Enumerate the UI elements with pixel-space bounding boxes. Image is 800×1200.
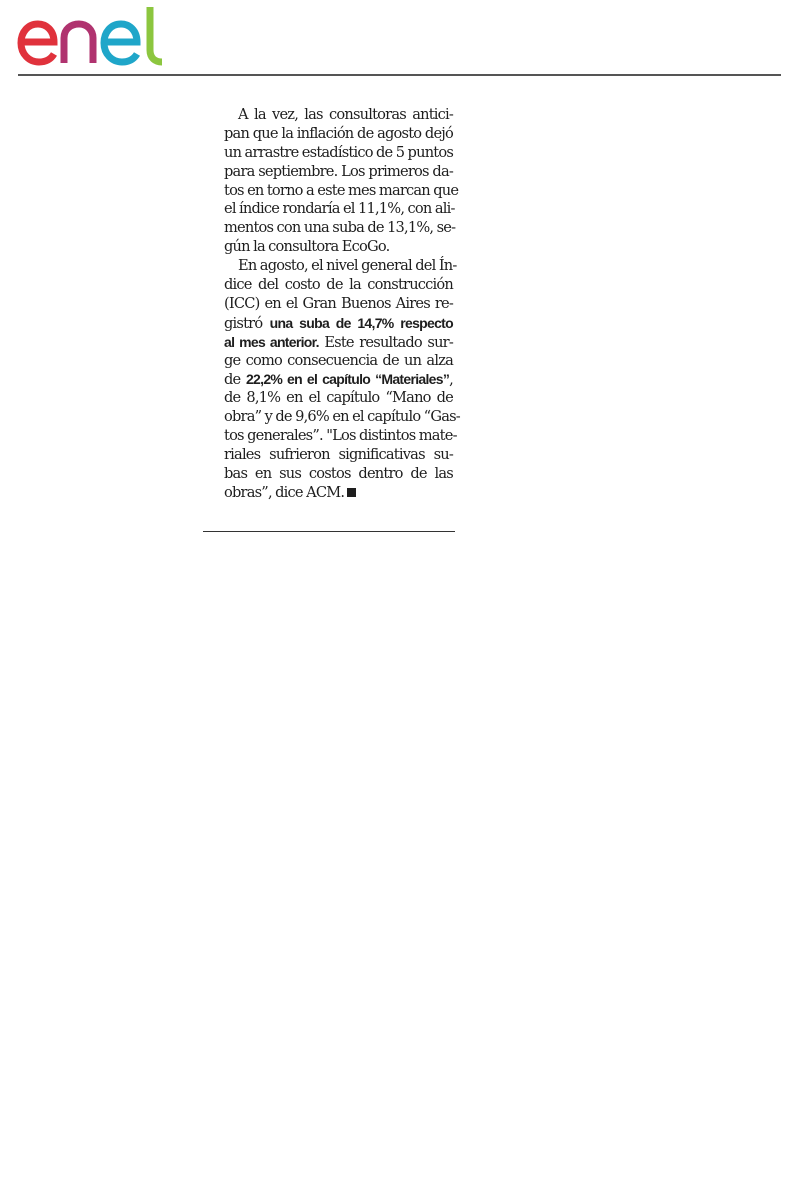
article-line: bas en sus costos dentro de las bbox=[224, 464, 453, 482]
article-line-mixed bbox=[224, 333, 453, 352]
enel-logo bbox=[16, 4, 181, 68]
article-line: de 8,1% en el capítulo “Mano de bbox=[224, 389, 453, 407]
article-line: A la vez, las consultoras antici- bbox=[238, 106, 453, 123]
article-line: un arrastre estadístico de 5 puntos bbox=[224, 143, 454, 161]
article-line: En agosto, el nivel general del Ín- bbox=[238, 257, 457, 275]
article-bottom-divider bbox=[203, 531, 455, 532]
end-of-article-square-icon bbox=[347, 488, 356, 497]
article-text: gistró bbox=[224, 314, 263, 332]
article-line: el índice rondaría el 11,1%, con ali- bbox=[224, 200, 455, 218]
header-divider bbox=[18, 74, 781, 76]
article-line: para septiembre. Los primeros da- bbox=[224, 162, 453, 180]
article-text: de bbox=[224, 371, 241, 389]
article-line: ge como consecuencia de un alza bbox=[224, 351, 453, 369]
article-line-mixed bbox=[224, 314, 453, 333]
article-text: Este resultado sur- bbox=[324, 333, 453, 351]
article-line: tos en torno a este mes marcan que bbox=[224, 181, 459, 199]
article-line: riales sufrieron significativas su- bbox=[224, 446, 453, 464]
article-bold-text: al mes anterior. bbox=[224, 333, 319, 350]
article-line: mentos con una suba de 13,1%, se- bbox=[224, 219, 456, 237]
article-body bbox=[224, 106, 460, 503]
article-text: obras”, dice ACM. bbox=[224, 483, 345, 501]
article-bold-text: una suba de 14,7% respecto bbox=[269, 314, 453, 331]
article-line: obra” y de 9,6% en el capítulo “Gas- bbox=[224, 408, 460, 426]
article-line: dice del costo de la construcción bbox=[224, 276, 453, 294]
article-line: tos generales”. "Los distintos mate- bbox=[224, 427, 457, 445]
enel-logo-mark bbox=[16, 4, 181, 68]
article-line-mixed bbox=[224, 370, 453, 389]
article-bold-text: 22,2% en el capítulo “Materiales” bbox=[245, 371, 450, 388]
article-line: gún la consultora EcoGo. bbox=[224, 238, 390, 256]
article-line: pan que la inflación de agosto dejó bbox=[224, 124, 453, 142]
article-text: , bbox=[449, 371, 453, 389]
article-line: (ICC) en el Gran Buenos Aires re- bbox=[224, 294, 453, 312]
article-line-final bbox=[224, 484, 453, 503]
